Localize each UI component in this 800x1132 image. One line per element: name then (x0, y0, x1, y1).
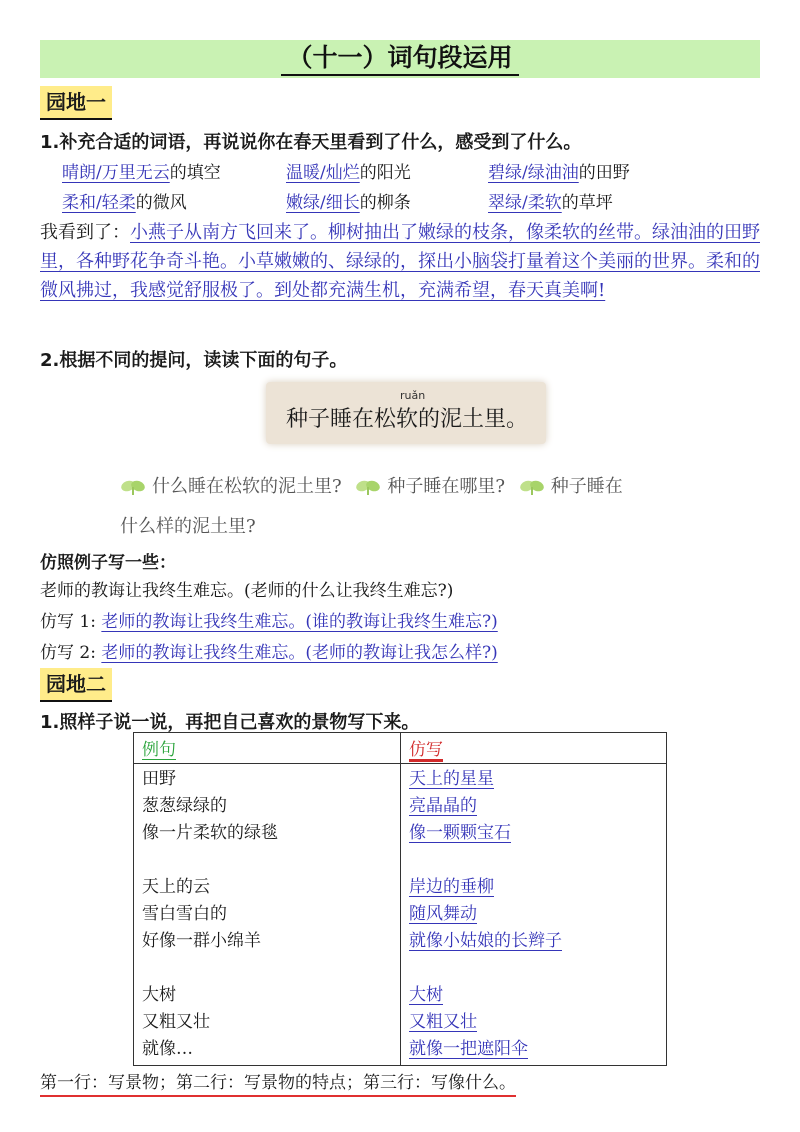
seen-answer: 小燕子从南方飞回来了。柳树抽出了嫩绿的枝条，像柔软的丝带。绿油油的田野里，各种野花争奇斗艳。小草嫩嫩的、绿绿的，探出小脑袋打量着这个美丽的世界。柔和的微风拂过，我感觉舒服极了。到处都充满生机，充满希望，春天真美啊! (40, 222, 760, 301)
example-sentence: 种子睡在松软的泥土里。 (286, 407, 529, 432)
footnote: 第一行：写景物；第二行：写景物的特点；第三行：写像什么。 (40, 1068, 516, 1097)
section-tag-2: 园地二 (40, 668, 112, 702)
cell-line: 雪白雪白的 (142, 904, 227, 924)
cell-line: 又粗又壮 (142, 1012, 210, 1032)
cell-line: 田野 (142, 769, 176, 789)
seen-label: 我看到了： (40, 222, 130, 243)
fill-answer: 温暖/灿烂 (286, 163, 360, 183)
cell-answer: 大树 (409, 985, 443, 1005)
fill-suffix: 的阳光 (359, 163, 411, 183)
header-example (134, 733, 401, 764)
cell-line: 天上的云 (142, 877, 210, 897)
right-cell (401, 764, 667, 1066)
table-header-row (134, 733, 667, 764)
left-cell (134, 764, 401, 1066)
imitation-label: 仿写 2: (40, 643, 96, 663)
fill-suffix: 的柳条 (359, 193, 411, 213)
imitation-line (40, 607, 498, 632)
cell-answer: 就像小姑娘的长辫子 (409, 931, 562, 951)
fill-answer: 翠绿/柔软 (488, 193, 562, 213)
imitation-label: 仿写 1: (40, 612, 96, 632)
cell-answer: 像一颗颗宝石 (409, 823, 511, 843)
cell-answer: 又粗又壮 (409, 1012, 477, 1032)
header-imitation (401, 733, 667, 764)
cell-line: 大树 (142, 985, 176, 1005)
leaf-icon (519, 478, 545, 496)
header-example-label: 例句 (142, 740, 176, 760)
fill-item (286, 188, 411, 213)
cell-answer: 随风舞动 (409, 904, 477, 924)
question-1-1: 1.补充合适的词语，再说说你在春天里看到了什么，感受到了什么。 (40, 132, 582, 153)
question-text: 种子睡在哪里? (387, 476, 506, 497)
fill-suffix: 的田野 (578, 163, 630, 183)
cell-answer: 就像一把遮阳伞 (409, 1039, 528, 1059)
seen-paragraph (40, 218, 766, 305)
fill-item (62, 158, 221, 183)
fill-suffix: 的填空 (169, 163, 221, 183)
table-row (134, 764, 667, 1066)
header-imitation-label: 仿写 (409, 740, 443, 760)
question-1-2: 2.根据不同的提问，读读下面的句子。 (40, 350, 348, 371)
question-text: 种子睡在 (550, 476, 623, 497)
cell-line: 葱葱绿绿的 (142, 796, 227, 816)
cell-answer: 天上的星星 (409, 769, 494, 789)
fill-suffix: 的草坪 (561, 193, 613, 213)
leaf-icon (120, 478, 146, 496)
cell-line: 像一片柔软的绿毯 (142, 823, 278, 843)
fill-answer: 碧绿/绿油油 (488, 163, 579, 183)
comparison-table (133, 732, 667, 1066)
cell-answer: 亮晶晶的 (409, 796, 477, 816)
fill-answer: 嫩绿/细长 (286, 193, 360, 213)
imitation-answer: 老师的教诲让我终生难忘。(谁的教诲让我终生难忘?) (101, 612, 498, 632)
fill-answer: 柔和/轻柔 (62, 193, 136, 213)
cell-answer: 岸边的垂柳 (409, 877, 494, 897)
imitation-answer: 老师的教诲让我终生难忘。(老师的教诲让我怎么样?) (101, 643, 498, 663)
fill-item (62, 188, 187, 213)
fill-item (488, 188, 613, 213)
title-bar (40, 40, 760, 78)
cell-line: 好像一群小绵羊 (142, 931, 261, 951)
fill-suffix: 的微风 (135, 193, 187, 213)
example-line: 老师的教诲让我终生难忘。(老师的什么让我终生难忘?) (40, 581, 454, 601)
section-tag-1: 园地一 (40, 86, 112, 120)
question-2-1: 1.照样子说一说，再把自己喜欢的景物写下来。 (40, 712, 420, 733)
cell-line: 就像… (142, 1039, 193, 1059)
imitation-line (40, 638, 498, 663)
leaf-icon (355, 478, 381, 496)
question-text-cont: 什么样的泥土里? (120, 516, 256, 537)
imitate-title: 仿照例子写一些： (40, 553, 176, 573)
pinyin-annotation: ruǎn (400, 389, 426, 402)
question-text: 什么睡在松软的泥土里? (152, 476, 342, 497)
fill-item (286, 158, 411, 183)
fill-answer: 晴朗/万里无云 (62, 163, 170, 183)
question-list (120, 472, 623, 498)
fill-item (488, 158, 630, 183)
page-title: （十一）词句段运用 (281, 43, 518, 76)
